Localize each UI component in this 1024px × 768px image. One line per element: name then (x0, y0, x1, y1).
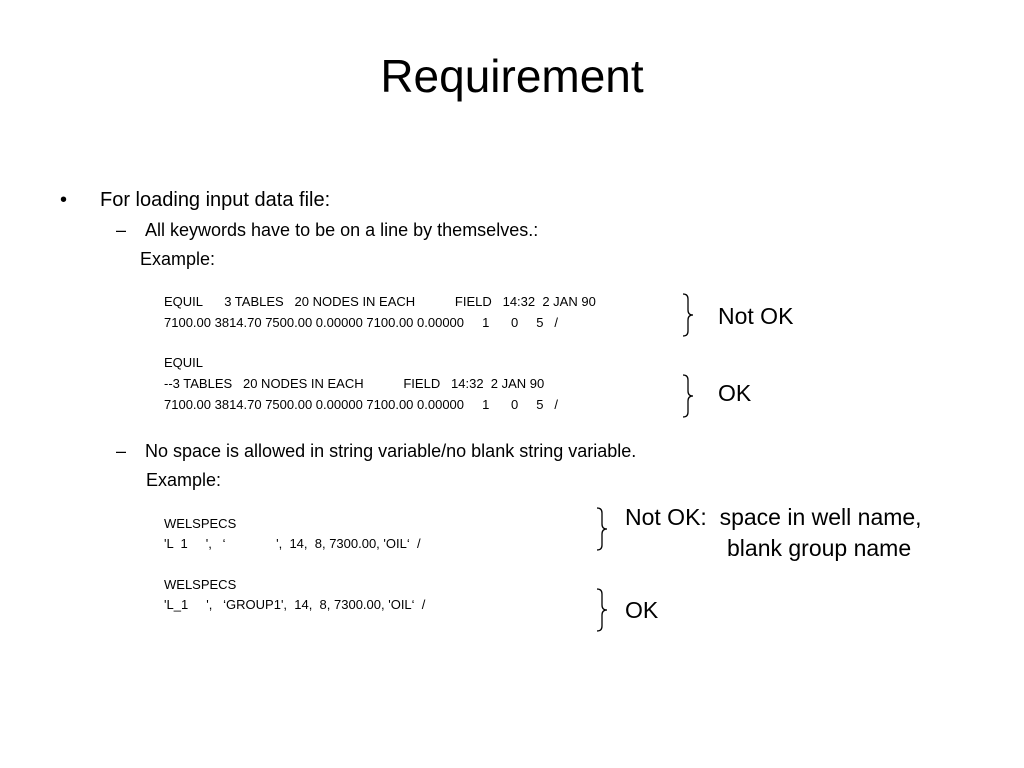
bullet-text-loading: For loading input data file: (100, 189, 331, 211)
label-not-ok: Not OK (718, 303, 794, 329)
right-brace-icon (682, 293, 694, 337)
label-ok: OK (718, 380, 752, 406)
code-line: 'L 1 ', ‘ ', 14, 8, 7300.00, 'OIL‘ / (164, 536, 421, 551)
right-brace-icon (596, 507, 608, 551)
code-line: EQUIL 3 TABLES 20 NODES IN EACH FIELD 14:32 2 JAN 90 (164, 294, 596, 309)
label-ok: OK (625, 597, 659, 623)
example-label: Example: (140, 249, 216, 269)
code-line: 'L_1 ', ‘GROUP1', 14, 8, 7300.00, 'OIL‘ / (164, 597, 426, 612)
right-brace-icon (596, 588, 608, 632)
code-line: EQUIL (164, 355, 204, 370)
code-line: WELSPECS (164, 516, 237, 531)
code-line: WELSPECS (164, 577, 237, 592)
bullet-marker: • (60, 189, 68, 211)
slide-title: Requirement (380, 50, 644, 102)
code-line: 7100.00 3814.70 7500.00 0.00000 7100.00 0.00000 1 0 5 / (164, 315, 558, 330)
code-line: --3 TABLES 20 NODES IN EACH FIELD 14:32 2 JAN 90 (164, 376, 545, 391)
label-not-ok-detail: blank group name (727, 535, 912, 561)
code-line: 7100.00 3814.70 7500.00 0.00000 7100.00 0.00000 1 0 5 / (164, 397, 558, 412)
sub-bullet-no-space: No space is allowed in string variable/no blank string variable. (145, 441, 637, 461)
label-not-ok: Not OK: space in well name, (625, 504, 922, 530)
sub-bullet-keywords: All keywords have to be on a line by themselves.: (145, 220, 539, 240)
dash-marker: – (116, 220, 127, 240)
example-label: Example: (146, 470, 222, 490)
right-brace-icon (682, 374, 694, 418)
dash-marker: – (116, 441, 127, 461)
